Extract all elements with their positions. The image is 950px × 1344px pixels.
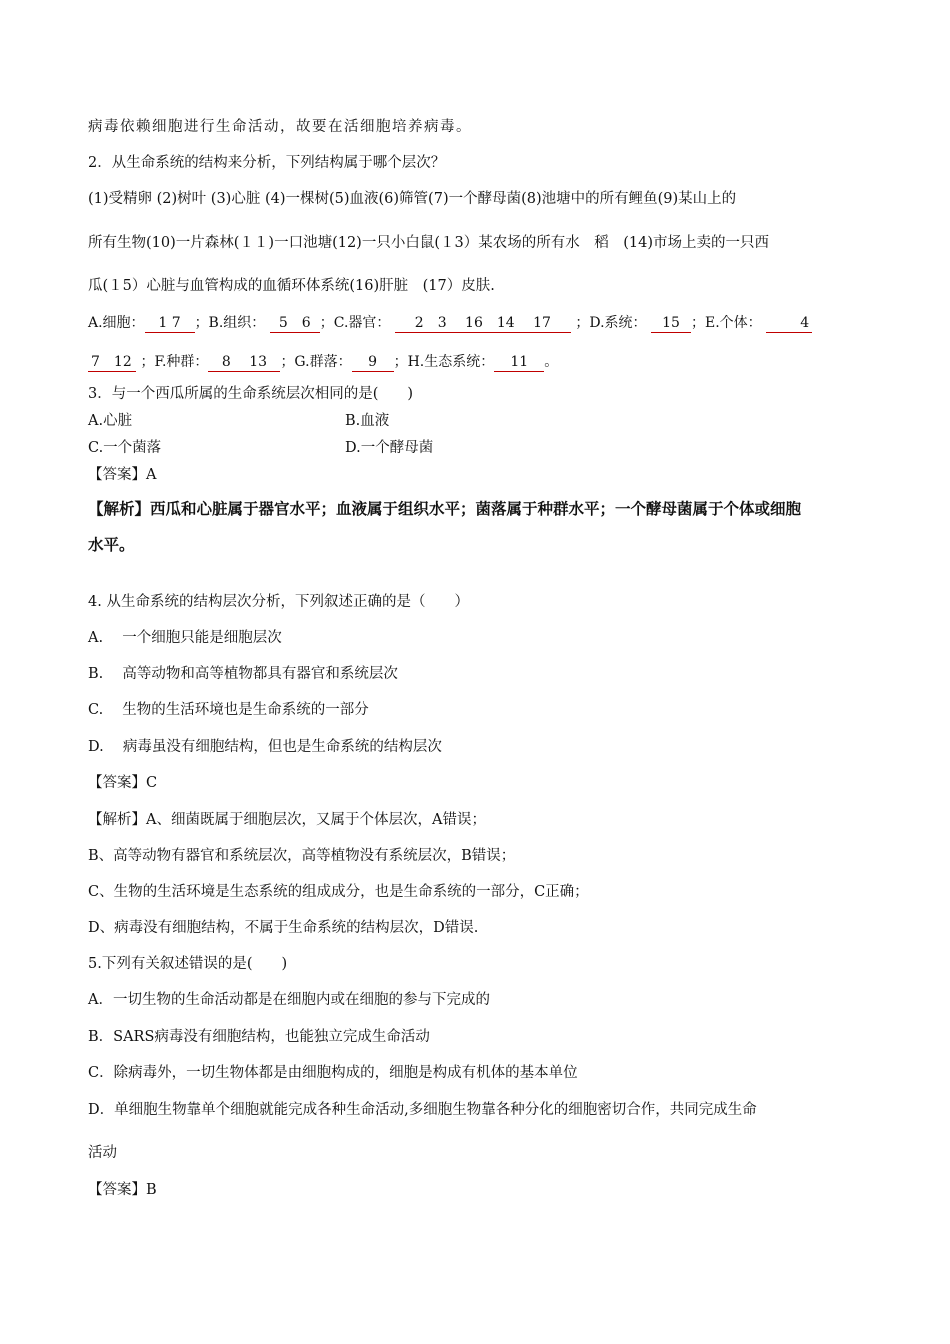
blank-cell: 1 7 [145,315,195,333]
q3-analysis-line1: 【解析】西瓜和心脏属于器官水平；血液属于组织水平；菌落属于种群水平；一个酵母菌属于个体或细胞 [88,500,802,518]
q5-option-d-line2: 活动 [88,1145,117,1161]
blank-organ: 2 3 16 14 17 [395,315,571,333]
label-system: ；D.系统： [575,315,647,331]
q3-options-row1 [88,411,390,431]
q4-answer: 【答案】C [88,775,158,791]
q5-answer: 【答案】B [88,1182,157,1198]
q4-option-d: D. 病毒虽没有细胞结构，但也是生命系统的结构层次 [88,739,442,755]
label-organ: ；C.器官： [319,315,391,331]
q4-stem: 4. 从生命系统的结构层次分析，下列叙述正确的是（ ） [88,594,469,610]
blank-tissue: 5 6 [270,315,320,333]
q4-option-a: A. 一个细胞只能是细胞层次 [88,630,282,646]
q3-stem: 3．与一个西瓜所属的生命系统层次相同的是( ) [88,386,414,402]
blank-individual-part2: 7 12 [88,354,136,372]
q4-analysis-line1: 【解析】A、细菌既属于细胞层次，又属于个体层次，A错误； [88,812,486,828]
answers-end: 。 [544,354,559,370]
q3-answer: 【答案】A [88,467,157,483]
q4-analysis-line2: B、高等动物有器官和系统层次，高等植物没有系统层次，B错误； [88,848,516,864]
q4-analysis-line3: C、生物的生活环境是生态系统的组成成分，也是生命系统的一部分，C正确； [88,884,589,900]
q2-stem: 2．从生命系统的结构来分析，下列结构属于哪个层次？ [88,155,446,171]
blank-system: 15 [651,315,691,333]
blank-ecosystem: 11 [494,354,544,372]
q2-items-line2: 所有生物(10)一片森林(１１)一口池塘(12)一只小白鼠(１3）某农场的所有水 稻 (14)市场上卖的一只西 [88,235,769,251]
q2-answers-line2 [88,352,558,372]
q3-option-b: B.血液 [345,413,390,429]
blank-population: 8 13 [208,354,280,372]
q5-option-c: C．除病毒外，一切生物体都是由细胞构成的，细胞是构成有机体的基本单位 [88,1065,578,1081]
q3-options-row2 [88,438,434,458]
label-population: ；F.种群： [140,354,209,370]
q1-tail: 病毒依赖细胞进行生命活动，故要在活细胞培养病毒。 [88,119,472,135]
q3-option-a: A.心脏 [88,413,133,429]
label-community: ；G.群落： [280,354,352,370]
q4-analysis-line4: D、病毒没有细胞结构，不属于生命系统的结构层次，D错误. [88,920,479,936]
q4-option-b: B. 高等动物和高等植物都具有器官和系统层次 [88,666,398,682]
q3-option-c: C.一个菌落 [88,440,162,456]
label-cell: A.细胞： [88,315,145,331]
q2-answers-line1 [88,313,812,333]
q5-option-a: A．一切生物的生命活动都是在细胞内或在细胞的参与下完成的 [88,992,490,1008]
label-tissue: ；B.组织： [194,315,266,331]
q3-option-d: D.一个酵母菌 [345,440,434,456]
q5-option-b: B．SARS病毒没有细胞结构，也能独立完成生命活动 [88,1029,430,1045]
label-individual: ；E.个体： [690,315,762,331]
label-ecosystem: ；H.生态系统： [393,354,495,370]
q2-items-line1: (1)受精卵 (2)树叶 (3)心脏 (4)一棵树(5)血液(6)筛管(7)一个酵母菌(8)池塘中的所有鲤鱼(9)某山上的 [88,191,737,207]
blank-community: 9 [352,354,394,372]
q4-option-c: C. 生物的生活环境也是生命系统的一部分 [88,702,369,718]
q5-stem: 5.下列有关叙述错误的是( ) [88,956,288,972]
q3-analysis-line2: 水平。 [88,536,135,554]
blank-individual-part1: 4 [766,315,812,333]
q2-items-line3: 瓜(１5）心脏与血管构成的血循环体系统(16)肝脏 (17）皮肤. [88,278,495,294]
q5-option-d-line1: D．单细胞生物靠单个细胞就能完成各种生命活动,多细胞生物靠各种分化的细胞密切合作，共同完成生命 [88,1102,757,1118]
